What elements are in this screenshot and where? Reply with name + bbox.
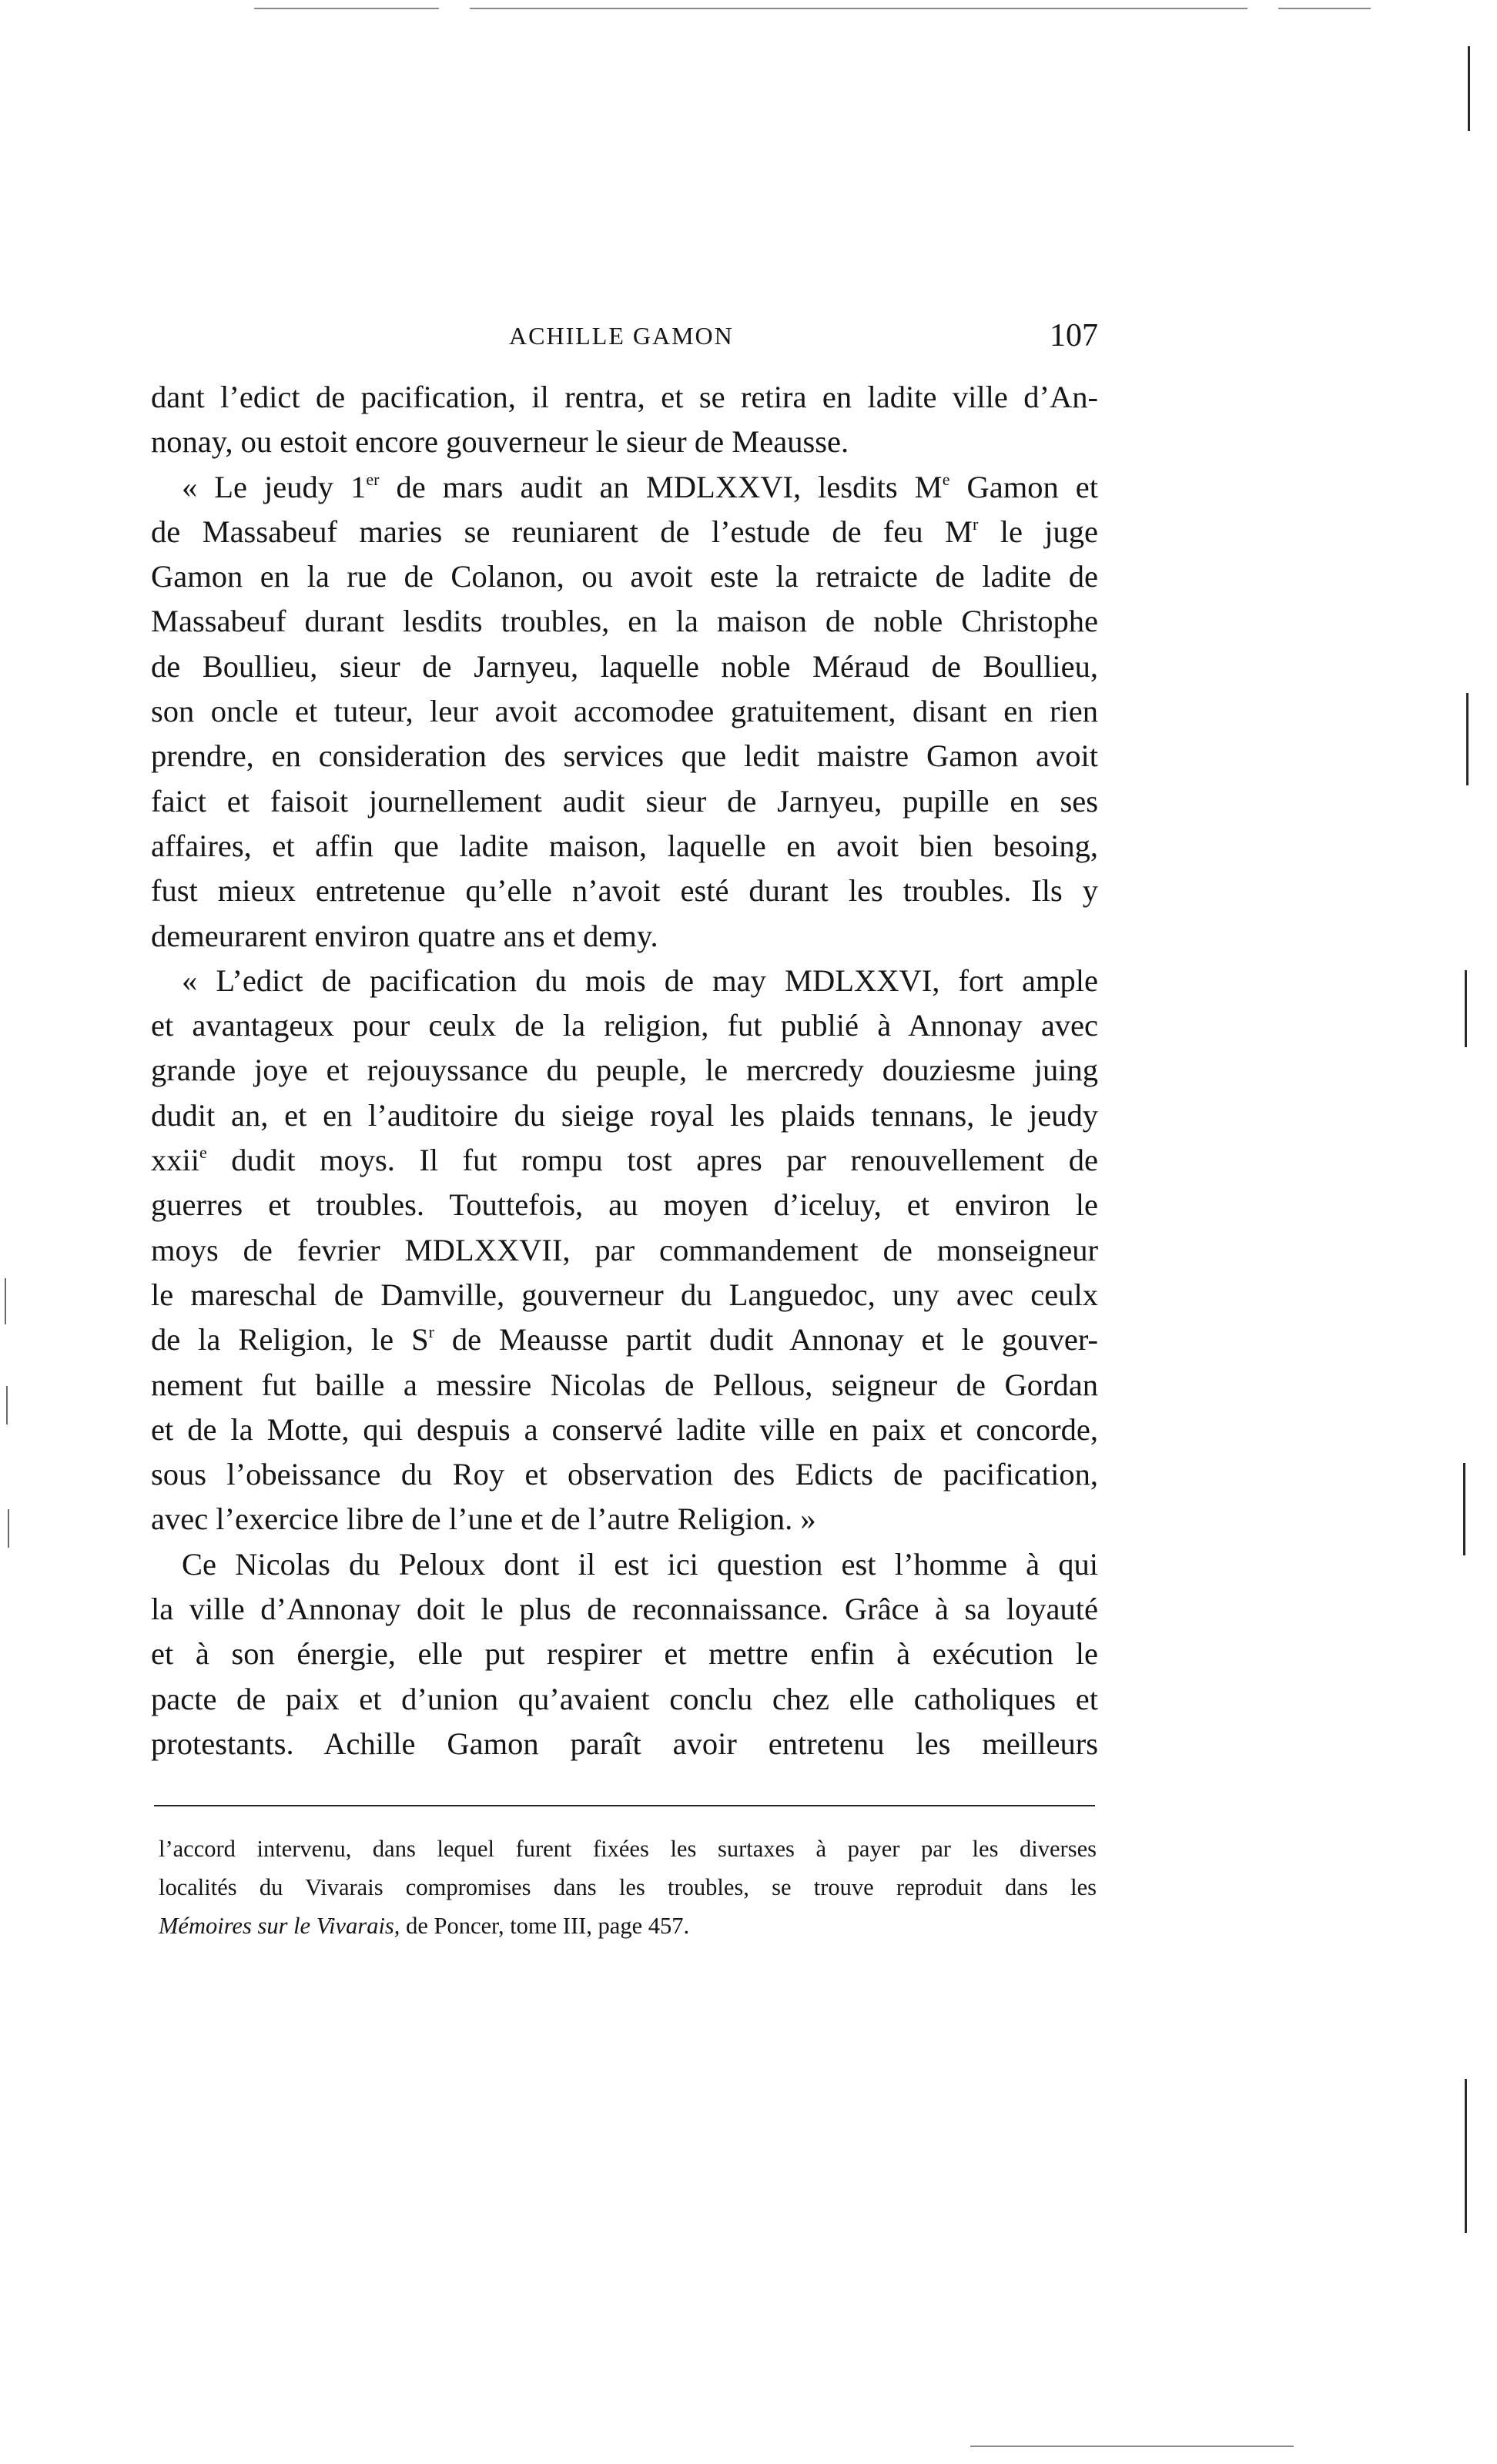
page-number: 107 xyxy=(1050,318,1098,353)
text-line: Ce Nicolas du Peloux dont il est ici question est l’homme à qui xyxy=(182,1546,1098,1582)
scan-edge-mark xyxy=(1463,1463,1465,1555)
scan-edge-mark xyxy=(1465,970,1467,1047)
text-line: sous l’obeissance du Roy et observation des Edicts de pacification, xyxy=(151,1457,1098,1492)
text-line: xxii$^e$ dudit moys. Il fut rompu tost apres par renouvellement de xyxy=(151,1143,1098,1178)
running-head xyxy=(151,318,1098,368)
text-line: demeurarent environ quatre ans et demy. xyxy=(151,918,658,953)
text-line: Gamon en la rue de Colanon, ou avoit este la retraicte de ladite de xyxy=(151,559,1098,594)
text-line: protestants. Achille Gamon paraît avoir entretenu les meilleurs xyxy=(151,1726,1098,1761)
footnote xyxy=(159,1830,1097,1945)
text-line: le mareschal de Damville, gouverneur du Languedoc, uny avec ceulx xyxy=(151,1277,1098,1312)
footnote-line: localités du Vivarais compromises dans les troubles, se trouve reproduit dans les xyxy=(159,1874,1097,1900)
text-line: de Massabeuf maries se reuniarent de l’estude de feu $M^r$ le juge xyxy=(151,514,1098,549)
text-line: nement fut baille a messire Nicolas de Pellous, seigneur de Gordan xyxy=(151,1367,1098,1402)
text-line: « Le jeudy 1er de mars audit an MDLXXVI, lesdits Me Gamon et xyxy=(182,469,1098,504)
running-title: ACHILLE GAMON xyxy=(509,322,734,350)
scan-edge-line-bottom xyxy=(970,2446,1294,2447)
text-line: dant l’edict de pacification, il rentra, et se retira en ladite ville d’An- xyxy=(151,380,1098,414)
text-line: Massabeuf durant lesdits troubles, en la maison de noble Christophe xyxy=(151,604,1098,639)
text-line: dudit an, et en l’auditoire du sieige royal les plaids tennans, le jeudy xyxy=(151,1097,1098,1133)
text-line: de Boullieu, sieur de Jarnyeu, laquelle noble Méraud de Boullieu, xyxy=(151,648,1098,684)
superscript: er xyxy=(366,469,380,489)
text-line: guerres et troubles. Touttefois, au moyen d’iceluy, et environ le xyxy=(151,1187,1098,1223)
text-line: affaires, et affin que ladite maison, laquelle en avoit bien besoing, xyxy=(151,828,1098,863)
text-line: avec l’exercice libre de l’une et de l’autre Religion. » xyxy=(151,1502,816,1537)
text-line: la ville d’Annonay doit le plus de reconnaissance. Grâce à sa loyauté xyxy=(151,1592,1098,1627)
footnote-line: l’accord intervenu, dans lequel furent fixées les surtaxes à payer par les diverses xyxy=(159,1836,1097,1862)
superscript: r xyxy=(428,1322,434,1342)
superscript: e xyxy=(942,469,950,489)
text-line: pacte de paix et d’union qu’avaient conclu chez elle catholiques et xyxy=(151,1681,1098,1716)
text-line: fust mieux entretenue qu’elle n’avoit esté durant les troubles. Ils y xyxy=(151,873,1098,909)
superscript: e xyxy=(199,1143,207,1163)
text-line: de la Religion, le $S^r$ de Meausse partit dudit Annonay et le gouver- xyxy=(151,1322,1098,1358)
text-line: « L’edict de pacification du mois de may MDLXXVI, fort ample xyxy=(182,962,1098,998)
text-line: prendre, en consideration des services que ledit maistre Gamon avoit xyxy=(151,738,1098,774)
text-line: et de la Motte, qui despuis a conservé ladite ville en paix et concorde, xyxy=(151,1411,1098,1447)
footnote-title: Mémoires sur le Vivarais, xyxy=(159,1913,400,1939)
text-line: grande joye et rejouyssance du peuple, le mercredy douziesme juing xyxy=(151,1053,1098,1088)
text-line: nonay, ou estoit encore gouverneur le sieur de Meausse. xyxy=(151,424,849,460)
scan-edge-mark xyxy=(1468,46,1470,131)
scan-edge-mark xyxy=(8,1509,9,1548)
text-line: son oncle et tuteur, leur avoit accomodee gratuitement, disant en rien xyxy=(151,694,1098,729)
footnote-line: Mémoires sur le Vivarais, de Poncer, tome III, page 457. xyxy=(159,1913,690,1939)
scan-edge-mark xyxy=(5,1278,6,1324)
text-line: faict et faisoit journellement audit sieur de Jarnyeu, pupille en ses xyxy=(151,783,1098,819)
superscript: r xyxy=(973,514,979,534)
body-text xyxy=(151,375,1098,1766)
text-line: et à son énergie, elle put respirer et mettre enfin à exécution le xyxy=(151,1636,1098,1672)
scan-edge-line-top xyxy=(1278,8,1371,9)
footnote-separator xyxy=(154,1805,1095,1806)
text-line: et avantageux pour ceulx de la religion, fut publié à Annonay avec xyxy=(151,1008,1098,1043)
scan-edge-mark xyxy=(6,1386,8,1424)
scan-edge-line-top xyxy=(470,8,1248,9)
scan-edge-mark xyxy=(1465,2079,1467,2233)
scan-edge-mark xyxy=(1466,693,1469,785)
scan-edge-line-top xyxy=(254,8,439,9)
text-line: moys de fevrier MDLXXVII, par commandement de monseigneur xyxy=(151,1232,1098,1267)
